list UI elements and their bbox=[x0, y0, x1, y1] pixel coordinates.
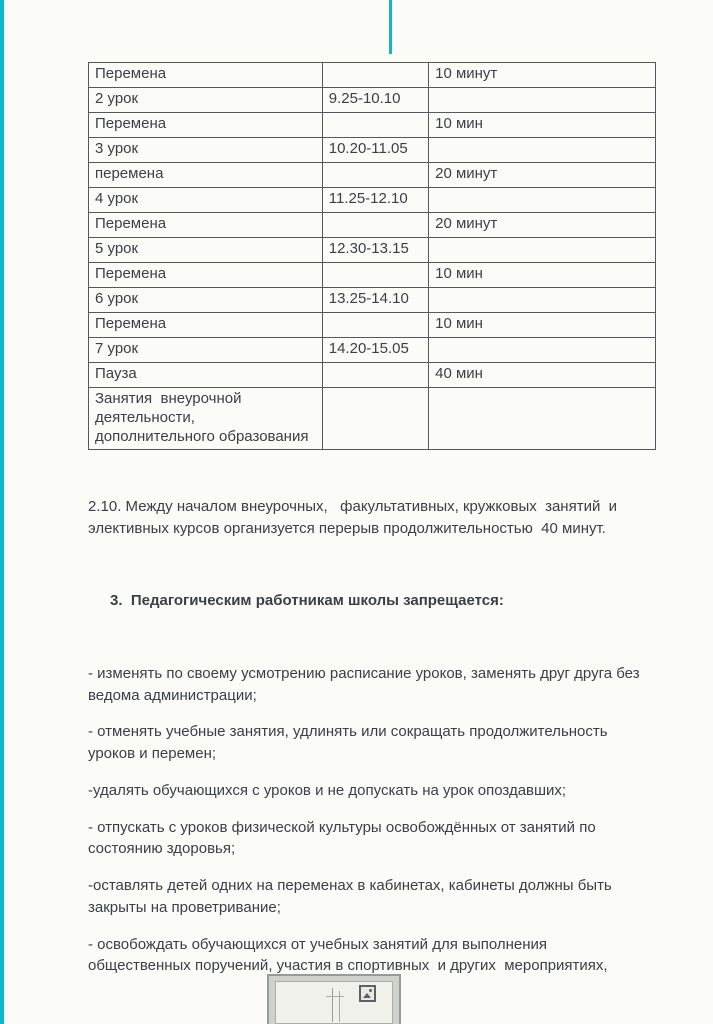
lesson-time-cell: 11.25-12.10 bbox=[322, 188, 428, 213]
scan-edge-stripe bbox=[0, 0, 4, 1024]
lesson-name-cell: 4 урок bbox=[89, 188, 323, 213]
lesson-name-cell: Пауза bbox=[89, 363, 323, 388]
lesson-time-cell: 12.30-13.15 bbox=[322, 238, 428, 263]
lesson-time-cell bbox=[322, 63, 428, 88]
document-page bbox=[88, 62, 658, 992]
schedule-table bbox=[88, 62, 656, 450]
lesson-name-cell: 7 урок bbox=[89, 338, 323, 363]
lesson-time-cell bbox=[322, 213, 428, 238]
lesson-duration-cell bbox=[429, 388, 656, 450]
lesson-name-cell: перемена bbox=[89, 163, 323, 188]
lesson-duration-cell: 20 минут bbox=[429, 213, 656, 238]
table-row bbox=[89, 88, 656, 113]
table-row bbox=[89, 213, 656, 238]
table-row bbox=[89, 388, 656, 450]
lesson-name-cell: Перемена bbox=[89, 213, 323, 238]
lesson-duration-cell bbox=[429, 188, 656, 213]
lesson-name-cell: Перемена bbox=[89, 263, 323, 288]
lesson-duration-cell bbox=[429, 238, 656, 263]
prohibition-item: -оставлять детей одних на переменах в кабинетах, кабинеты должны быть закрыты на проветривание; bbox=[88, 877, 616, 916]
lesson-name-cell: 5 урок bbox=[89, 238, 323, 263]
prohibition-item: - освобождать обучающихся от учебных занятий для выполнения общественных поручений, участия в спортивных и других мероприятиях, bbox=[88, 935, 608, 975]
lesson-duration-cell bbox=[429, 88, 656, 113]
lesson-name-cell: Перемена bbox=[89, 313, 323, 338]
lesson-duration-cell: 10 мин bbox=[429, 113, 656, 138]
section-3-heading: 3. Педагогическим работникам школы запрещается: bbox=[110, 591, 504, 609]
table-row bbox=[89, 113, 656, 138]
table-row bbox=[89, 263, 656, 288]
lesson-name-cell: 3 урок bbox=[89, 138, 323, 163]
lesson-time-cell: 9.25-10.10 bbox=[322, 88, 428, 113]
table-row bbox=[89, 188, 656, 213]
image-placeholder-icon bbox=[359, 985, 376, 1002]
lesson-time-cell bbox=[322, 388, 428, 450]
lesson-duration-cell: 10 мин bbox=[429, 263, 656, 288]
lesson-name-cell: Перемена bbox=[89, 113, 323, 138]
lesson-name-cell: Занятия внеурочной деятельности, дополнительного образования bbox=[89, 388, 323, 450]
table-row bbox=[89, 338, 656, 363]
table-row bbox=[89, 313, 656, 338]
lesson-name-cell: Перемена bbox=[89, 63, 323, 88]
scan-fragment-inner bbox=[275, 981, 393, 1024]
lesson-time-cell bbox=[322, 113, 428, 138]
lesson-duration-cell bbox=[429, 138, 656, 163]
lesson-duration-cell: 10 мин bbox=[429, 313, 656, 338]
next-page-scan-fragment bbox=[267, 974, 401, 1024]
table-row bbox=[89, 163, 656, 188]
scan-top-tick bbox=[389, 0, 392, 54]
lesson-duration-cell: 20 минут bbox=[429, 163, 656, 188]
prohibition-item: - изменять по своему усмотрению расписание уроков, заменять друг друга без ведома администрации; bbox=[88, 664, 644, 704]
lesson-time-cell: 10.20-11.05 bbox=[322, 138, 428, 163]
lesson-time-cell: 13.25-14.10 bbox=[322, 288, 428, 313]
lesson-time-cell bbox=[322, 363, 428, 388]
table-row bbox=[89, 288, 656, 313]
lesson-name-cell: 2 урок bbox=[89, 88, 323, 113]
lesson-time-cell bbox=[322, 263, 428, 288]
table-row bbox=[89, 363, 656, 388]
prohibition-item: - отпускать с уроков физической культуры освобождённых от занятий по состоянию здоровья; bbox=[88, 818, 600, 858]
table-row bbox=[89, 238, 656, 263]
lesson-time-cell: 14.20-15.05 bbox=[322, 338, 428, 363]
lesson-duration-cell: 10 минут bbox=[429, 63, 656, 88]
lesson-time-cell bbox=[322, 163, 428, 188]
lesson-duration-cell: 40 мин bbox=[429, 363, 656, 388]
paragraph-2-10: 2.10. Между началом внеурочных, факультативных, кружковых занятий и элективных курсов организуется перерыв продолжительностью 40 минут. bbox=[88, 498, 622, 537]
lesson-duration-cell bbox=[429, 338, 656, 363]
lesson-time-cell bbox=[322, 313, 428, 338]
faint-sketch-line bbox=[332, 988, 333, 1022]
prohibition-item: - отменять учебные занятия, удлинять или сокращать продолжительность уроков и перемен; bbox=[88, 723, 612, 762]
prohibition-item: -удалять обучающихся с уроков и не допускать на урок опоздавших; bbox=[88, 781, 567, 799]
table-row bbox=[89, 138, 656, 163]
lesson-name-cell: 6 урок bbox=[89, 288, 323, 313]
lesson-duration-cell bbox=[429, 288, 656, 313]
table-row bbox=[89, 63, 656, 88]
faint-sketch-line bbox=[326, 996, 344, 997]
prohibitions-list bbox=[88, 663, 658, 977]
